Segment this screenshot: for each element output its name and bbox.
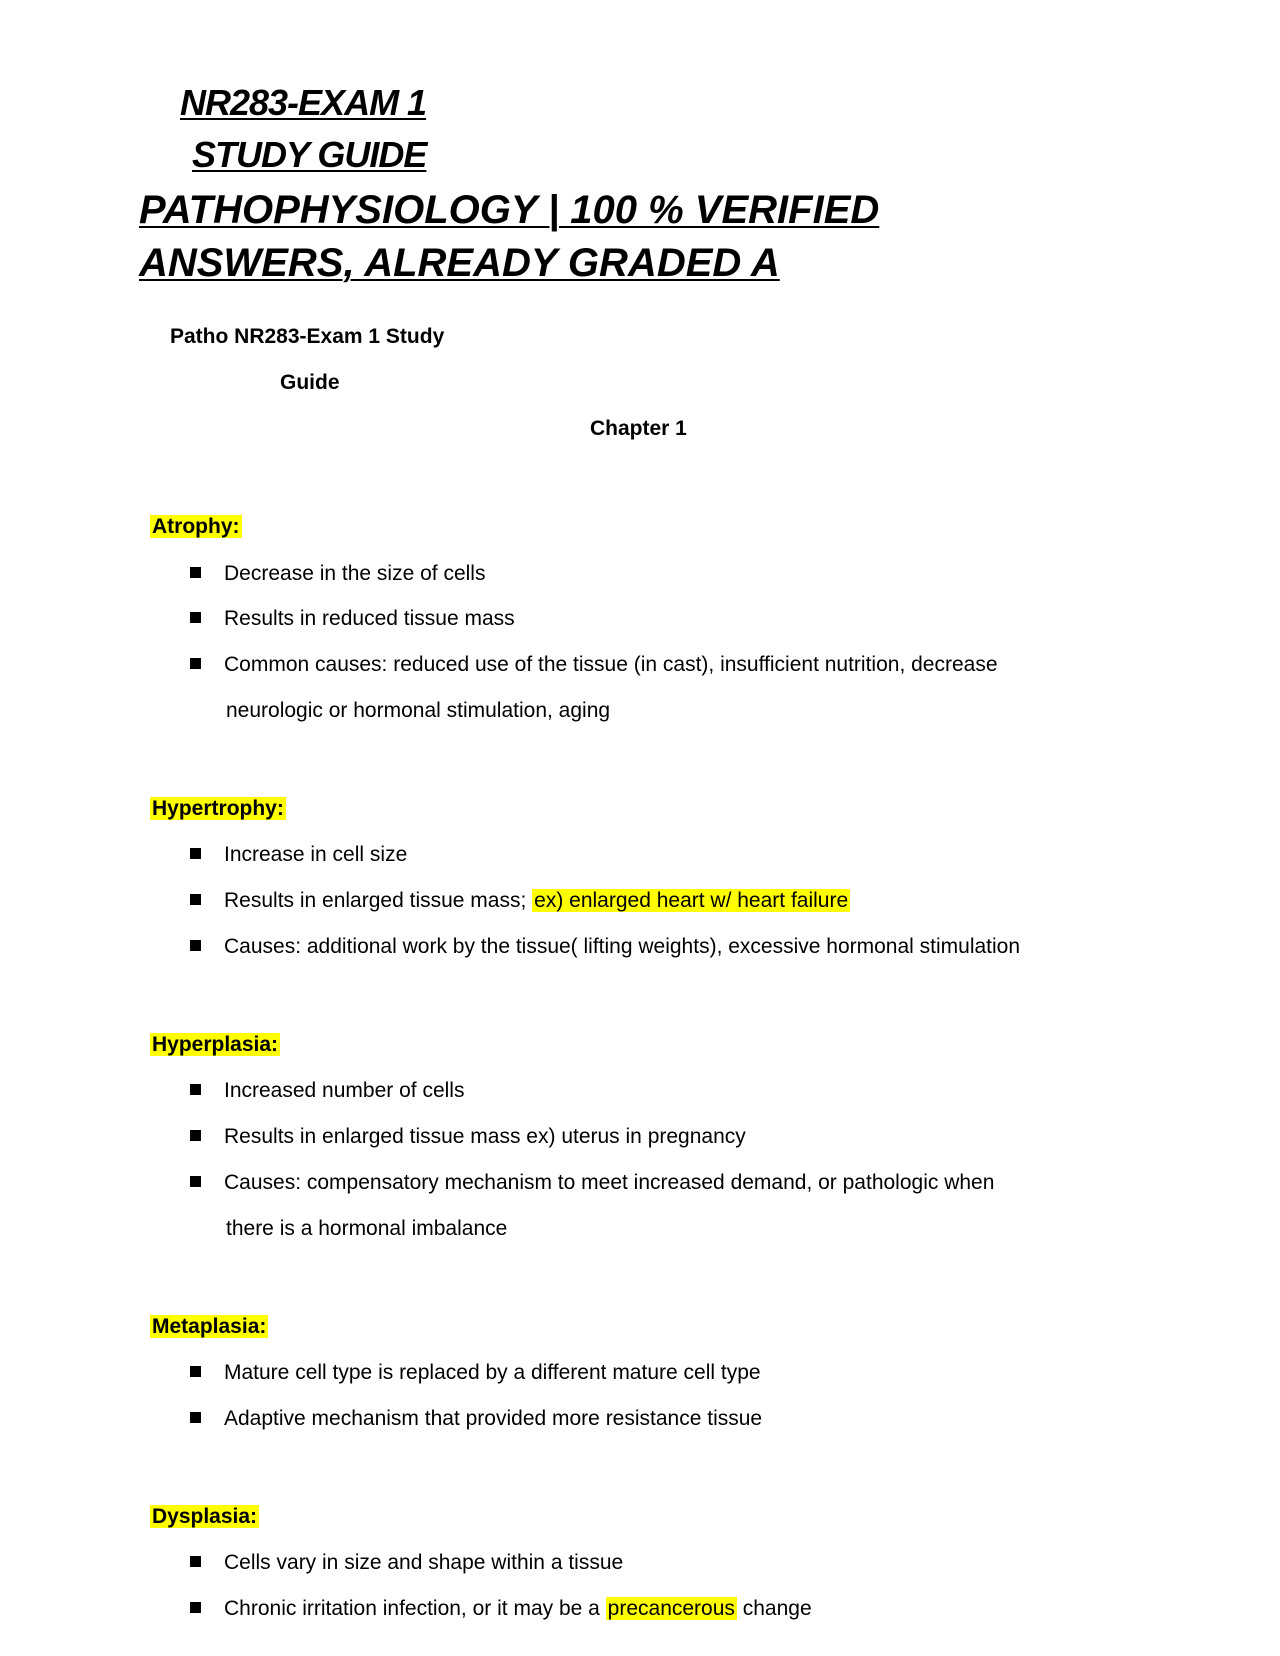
list-item-text: Results in enlarged tissue mass; (224, 889, 533, 912)
list-item (190, 560, 485, 588)
list-item-text: Chronic irritation infection, or it may be a (224, 1597, 606, 1620)
list-item (190, 605, 515, 633)
heading-highlight: Atrophy: (152, 515, 240, 538)
list-item (190, 1595, 812, 1623)
subtitle-line-2: Guide (280, 371, 340, 394)
chapter-heading: Chapter 1 (590, 417, 687, 440)
list-item (190, 651, 998, 679)
square-bullet-icon (190, 1366, 201, 1377)
title-line-1: NR283-EXAM 1 (180, 82, 427, 123)
list-item-text: Causes: additional work by the tissue( lifting weights), excessive hormonal stimulation (224, 935, 1021, 958)
list-item-text: Causes: compensatory mechanism to meet increased demand, or pathologic when (224, 1171, 995, 1194)
square-bullet-icon (190, 894, 201, 905)
list-item-text: Results in reduced tissue mass (224, 607, 515, 630)
square-bullet-icon (190, 658, 201, 669)
square-bullet-icon (190, 1176, 201, 1187)
list-item (190, 1169, 994, 1197)
list-item-text: Decrease in the size of cells (224, 562, 486, 585)
list-item (190, 1405, 762, 1433)
square-bullet-icon (190, 567, 201, 578)
square-bullet-icon (190, 612, 201, 623)
list-item-continuation: there is a hormonal imbalance (226, 1217, 508, 1240)
highlighted-term: precancerous (607, 1597, 735, 1620)
list-item (190, 1549, 623, 1577)
list-item-text: Increase in cell size (224, 843, 408, 866)
heading-highlight: Metaplasia: (152, 1315, 267, 1338)
list-item-text: Increased number of cells (224, 1079, 465, 1102)
section-heading-hypertrophy (150, 795, 286, 823)
list-item-text: Adaptive mechanism that provided more resistance tissue (224, 1407, 763, 1430)
list-item (190, 887, 850, 915)
heading-highlight: Hyperplasia: (152, 1033, 279, 1056)
list-item (190, 841, 407, 869)
square-bullet-icon (190, 1556, 201, 1567)
list-item (190, 1077, 464, 1105)
list-item-text: Cells vary in size and shape within a tissue (224, 1551, 624, 1574)
square-bullet-icon (190, 940, 201, 951)
section-heading-hyperplasia (150, 1031, 280, 1059)
list-item (190, 1123, 746, 1151)
heading-highlight: Hypertrophy: (152, 797, 284, 820)
list-item-continuation: neurologic or hormonal stimulation, aging (226, 699, 611, 722)
highlighted-example: ex) enlarged heart w/ heart failure (534, 889, 849, 912)
title-line-4: ANSWERS, ALREADY GRADED A (139, 241, 780, 285)
subtitle-line-1: Patho NR283-Exam 1 Study (170, 325, 445, 348)
square-bullet-icon (190, 1084, 201, 1095)
list-item-text-end: change (736, 1597, 812, 1620)
heading-highlight: Dysplasia: (152, 1505, 258, 1528)
section-heading-metaplasia (150, 1313, 268, 1341)
list-item-text: Results in enlarged tissue mass ex) uterus in pregnancy (224, 1125, 746, 1148)
list-item (190, 933, 1020, 961)
section-heading-dysplasia (150, 1503, 259, 1531)
list-item-text: Common causes: reduced use of the tissue (in cast), insufficient nutrition, decrease (224, 653, 998, 676)
square-bullet-icon (190, 1602, 201, 1613)
list-item-text: Mature cell type is replaced by a different mature cell type (224, 1361, 761, 1384)
square-bullet-icon (190, 848, 201, 859)
square-bullet-icon (190, 1412, 201, 1423)
title-line-2: STUDY GUIDE (192, 134, 427, 175)
list-item (190, 1359, 761, 1387)
title-line-3: PATHOPHYSIOLOGY | 100 % VERIFIED (139, 188, 880, 232)
square-bullet-icon (190, 1130, 201, 1141)
section-heading-atrophy (150, 513, 242, 541)
